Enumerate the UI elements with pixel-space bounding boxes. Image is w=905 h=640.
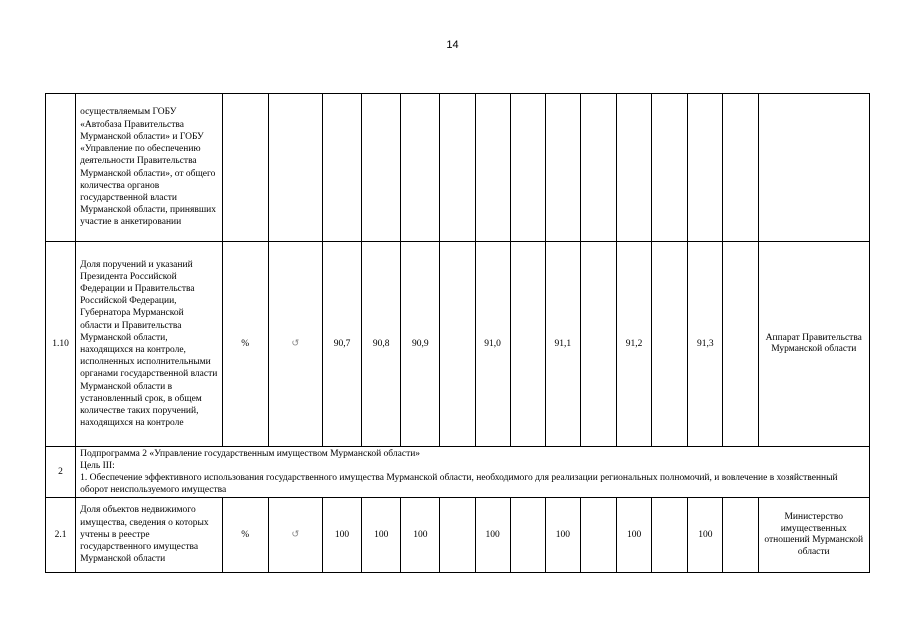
cell — [580, 94, 616, 242]
value-cell: 100 — [475, 498, 510, 573]
cell — [268, 94, 322, 242]
value-cell — [580, 242, 616, 447]
subprogram-heading — [76, 447, 870, 498]
value-cell — [652, 242, 688, 447]
unit-cell: % — [222, 498, 268, 573]
cell — [362, 94, 401, 242]
table-row-2-1 — [46, 498, 870, 573]
cell — [723, 94, 758, 242]
value-cell: 90,9 — [401, 242, 440, 447]
indicator-description: Доля поручений и указаний Президента Российской Федерации и Правительства Российской Федерации, Губернатора Мурманской области и Правительства Мурманской области, находящихся на контроле, исполненных исполнительными органами государственной власти Мурманской области в установленный срок, в общем количестве таких поручений, находящихся на контроле — [76, 242, 223, 447]
unit-cell: % — [222, 242, 268, 447]
row-number: 2 — [46, 447, 76, 498]
responsible-body: Аппарат Правительства Мурманской области — [758, 242, 869, 447]
responsible-body: Министерство имущественных отношений Мурманской области — [758, 498, 869, 573]
cell — [652, 94, 688, 242]
value-cell: 91,0 — [475, 242, 510, 447]
value-cell: 100 — [688, 498, 723, 573]
indicator-description: Доля объектов недвижимого имущества, сведения о которых учтены в реестре государственного имущества Мурманской области — [76, 498, 223, 573]
indicators-table — [45, 93, 870, 573]
table-row-subprogram-2 — [46, 447, 870, 498]
cell — [617, 94, 652, 242]
goal-label: Цель III: — [80, 460, 115, 471]
responsible-body — [758, 94, 869, 242]
cell — [222, 94, 268, 242]
cell — [440, 94, 475, 242]
value-cell — [510, 498, 545, 573]
value-cell — [440, 242, 475, 447]
direction-icon: ↺ — [268, 498, 322, 573]
value-cell: 91,2 — [617, 242, 652, 447]
row-number — [46, 94, 76, 242]
cell — [475, 94, 510, 242]
value-cell — [440, 498, 475, 573]
row-number: 1.10 — [46, 242, 76, 447]
value-cell: 91,3 — [688, 242, 723, 447]
subprogram-title: Подпрограмма 2 «Управление государственным имуществом Мурманской области» — [80, 448, 421, 459]
value-cell: 100 — [545, 498, 580, 573]
value-cell: 100 — [322, 498, 361, 573]
value-cell: 90,7 — [322, 242, 361, 447]
value-cell — [652, 498, 688, 573]
table-row-1-10 — [46, 242, 870, 447]
value-cell — [510, 242, 545, 447]
value-cell: 91,1 — [545, 242, 580, 447]
direction-icon: ↺ — [268, 242, 322, 447]
value-cell: 90,8 — [362, 242, 401, 447]
value-cell: 100 — [401, 498, 440, 573]
indicator-description: осуществляемым ГОБУ «Автобаза Правительства Мурманской области» и ГОБУ «Управление по обеспечению деятельности Правительства Мурманской области», от общего количества органов государственной власти Мурманской области, принявших участие в анкетировании — [76, 94, 223, 242]
cell — [545, 94, 580, 242]
row-number: 2.1 — [46, 498, 76, 573]
cell — [401, 94, 440, 242]
value-cell — [723, 242, 758, 447]
value-cell — [580, 498, 616, 573]
cell — [510, 94, 545, 242]
value-cell: 100 — [362, 498, 401, 573]
table-row-continued — [46, 94, 870, 242]
cell — [322, 94, 361, 242]
goal-text: 1. Обеспечение эффективного использования государственного имущества Мурманской области, необходимого для реализации региональных полномочий, и вовлечение в хозяйственный оборот неиспользуемого имущества — [80, 473, 838, 496]
value-cell — [723, 498, 758, 573]
page-number: 14 — [446, 39, 459, 51]
cell — [688, 94, 723, 242]
value-cell: 100 — [617, 498, 652, 573]
